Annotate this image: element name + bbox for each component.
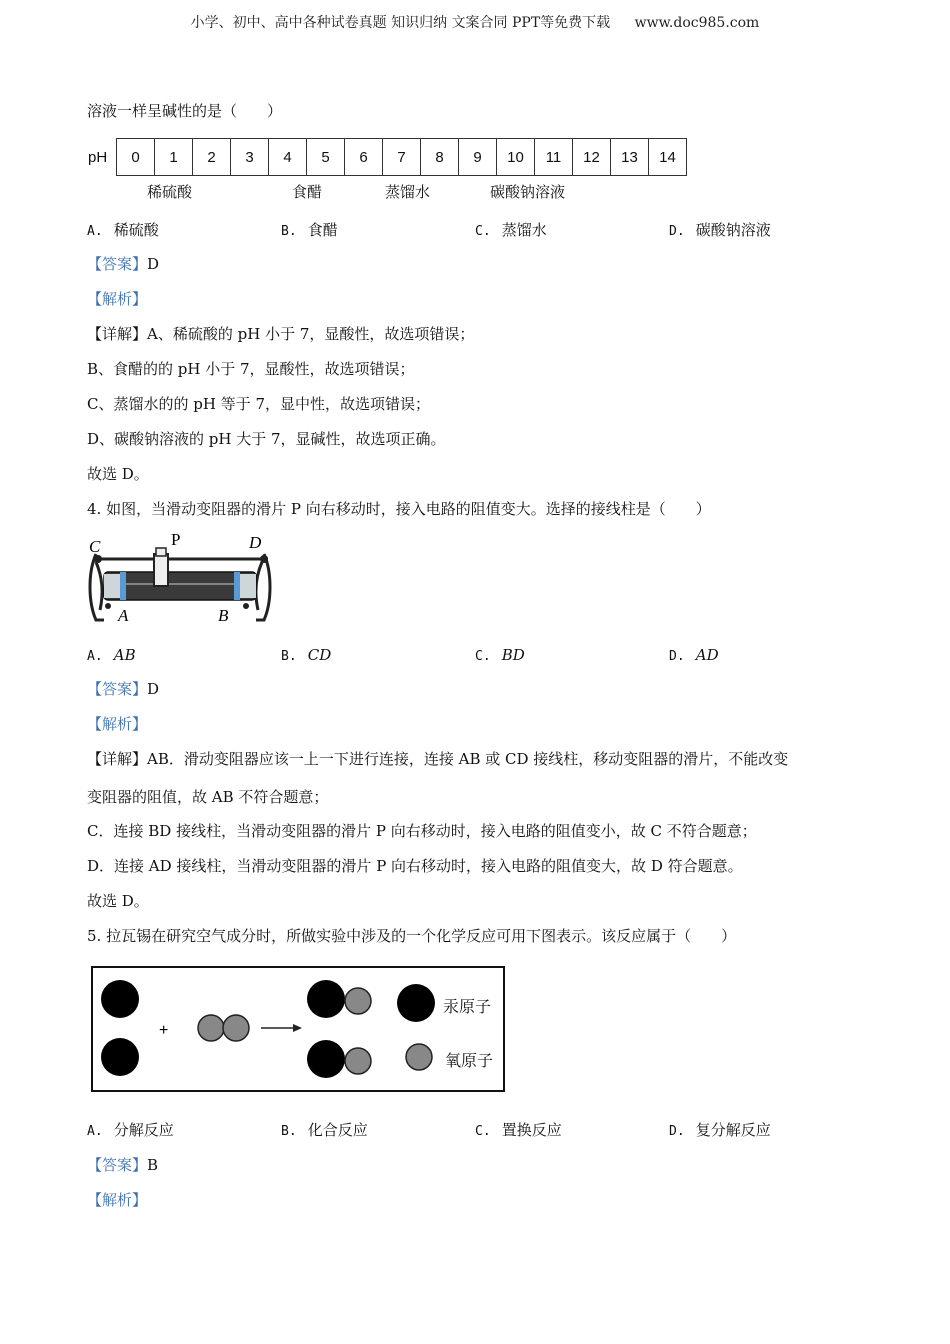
header-url[interactable]: www.doc985.com	[634, 15, 760, 31]
analysis-tag: 【解析】	[87, 290, 148, 308]
q3-analysis	[87, 289, 147, 309]
q5-option-c[interactable]: C. 置换反应	[475, 1121, 562, 1139]
q5-option-b[interactable]: B. 化合反应	[281, 1121, 368, 1139]
ph-substance-label: 碳酸钠溶液	[490, 183, 566, 201]
ph-cell: 7	[383, 139, 421, 176]
ph-cell: 2	[193, 139, 231, 176]
ph-cell: 5	[307, 139, 345, 176]
ph-substance-label: 食醋	[292, 183, 323, 201]
q4-detail-3: C．连接 BD 接线柱，当滑动变阻器的滑片 P 向右移动时，接入电路的阻值变小，故 C 不符合题意；	[87, 822, 757, 840]
q5-stem: 5. 拉瓦锡在研究空气成分时，所做实验中涉及的一个化学反应可用下图表示。该反应属于（ ）	[87, 927, 737, 945]
reaction-figure	[91, 966, 505, 1092]
q5-option-d[interactable]: D. 复分解反应	[669, 1121, 771, 1139]
answer-tag: 【答案】	[87, 255, 148, 273]
detail-tag: 【详解】	[87, 750, 148, 768]
q4-detail-2: 变阻器的阻值，故 AB 不符合题意；	[87, 788, 329, 806]
ph-cell: 14	[649, 139, 687, 176]
q3-option-a[interactable]: A. 稀硫酸	[87, 221, 159, 239]
page-header	[0, 12, 950, 32]
legend-o: 氧原子	[445, 1051, 494, 1070]
q5-option-a[interactable]: A. 分解反应	[87, 1121, 174, 1139]
q3-detail-3: C、蒸馏水的的 pH 等于 7，显中性，故选项错误；	[87, 395, 431, 413]
q5-analysis	[87, 1190, 147, 1210]
q4-stem: 4. 如图，当滑动变阻器的滑片 P 向右移动时，接入电路的阻值变大。选择的接线柱是（ ）	[87, 500, 711, 518]
q5-answer: 【答案】B	[87, 1156, 159, 1174]
ph-cell: 0	[117, 139, 155, 176]
rheostat-figure	[86, 532, 276, 628]
q3-stem-tail: 溶液一样呈碱性的是（ ）	[87, 102, 283, 120]
q3-detail-5: 故选 D。	[87, 465, 149, 483]
ph-substance-label: 蒸馏水	[385, 183, 431, 201]
q4-detail-4: D．连接 AD 接线柱，当滑动变阻器的滑片 P 向右移动时，接入电路的阻值变大，故 D 符合题意。	[87, 857, 743, 875]
label-p: P	[171, 532, 181, 549]
header-text: 小学、初中、高中各种试卷真题 知识归纳 文案合同 PPT等免费下载	[190, 15, 611, 31]
ph-cell: 8	[421, 139, 459, 176]
ph-label: pH	[88, 148, 108, 166]
q3-detail-2: B、食醋的的 pH 小于 7，显酸性，故选项错误；	[87, 360, 415, 378]
ph-cell: 9	[459, 139, 497, 176]
q4-option-c[interactable]: C. BD	[475, 646, 525, 664]
rheostat-diagram	[86, 532, 276, 628]
ph-cell: 6	[345, 139, 383, 176]
label-b: B	[218, 606, 229, 625]
label-d: D	[249, 533, 262, 552]
ph-cell: 1	[155, 139, 193, 176]
label-a: A	[118, 606, 129, 625]
legend-hg: 汞原子	[443, 997, 492, 1016]
q3-option-b[interactable]: B. 食醋	[281, 221, 338, 239]
ph-cell: 3	[231, 139, 269, 176]
analysis-tag: 【解析】	[87, 1191, 148, 1209]
q4-answer: 【答案】D	[87, 680, 160, 698]
answer-tag: 【答案】	[87, 1156, 148, 1174]
ph-cell: 10	[497, 139, 535, 176]
ph-cell: 12	[573, 139, 611, 176]
ph-cell: 11	[535, 139, 573, 176]
q3-detail-4: D、碳酸钠溶液的 pH 大于 7，显碱性，故选项正确。	[87, 430, 446, 448]
q4-option-d[interactable]: D. AD	[669, 646, 719, 664]
ph-cell: 13	[611, 139, 649, 176]
q4-option-b[interactable]: B. CD	[281, 646, 332, 664]
q4-detail-5: 故选 D。	[87, 892, 149, 910]
q4-analysis	[87, 714, 147, 734]
ph-table	[88, 138, 687, 176]
ph-substance-label: 稀硫酸	[147, 183, 193, 201]
answer-tag: 【答案】	[87, 680, 148, 698]
analysis-tag: 【解析】	[87, 715, 148, 733]
reaction-diagram	[93, 968, 503, 1090]
q3-option-c[interactable]: C. 蒸馏水	[475, 221, 547, 239]
q4-option-a[interactable]: A. AB	[87, 646, 136, 664]
q3-detail-1: 【详解】A、稀硫酸的 pH 小于 7，显酸性，故选项错误；	[87, 325, 475, 343]
detail-tag: 【详解】	[87, 325, 148, 343]
plus-sign: +	[159, 1022, 169, 1039]
q3-option-d[interactable]: D. 碳酸钠溶液	[669, 221, 771, 239]
label-c: C	[89, 537, 101, 556]
q3-answer: 【答案】D	[87, 255, 160, 273]
q4-detail-1: 【详解】AB．滑动变阻器应该一上一下进行连接，连接 AB 或 CD 接线柱，移动变阻器的滑片，不能改变	[87, 750, 789, 768]
ph-cell: 4	[269, 139, 307, 176]
